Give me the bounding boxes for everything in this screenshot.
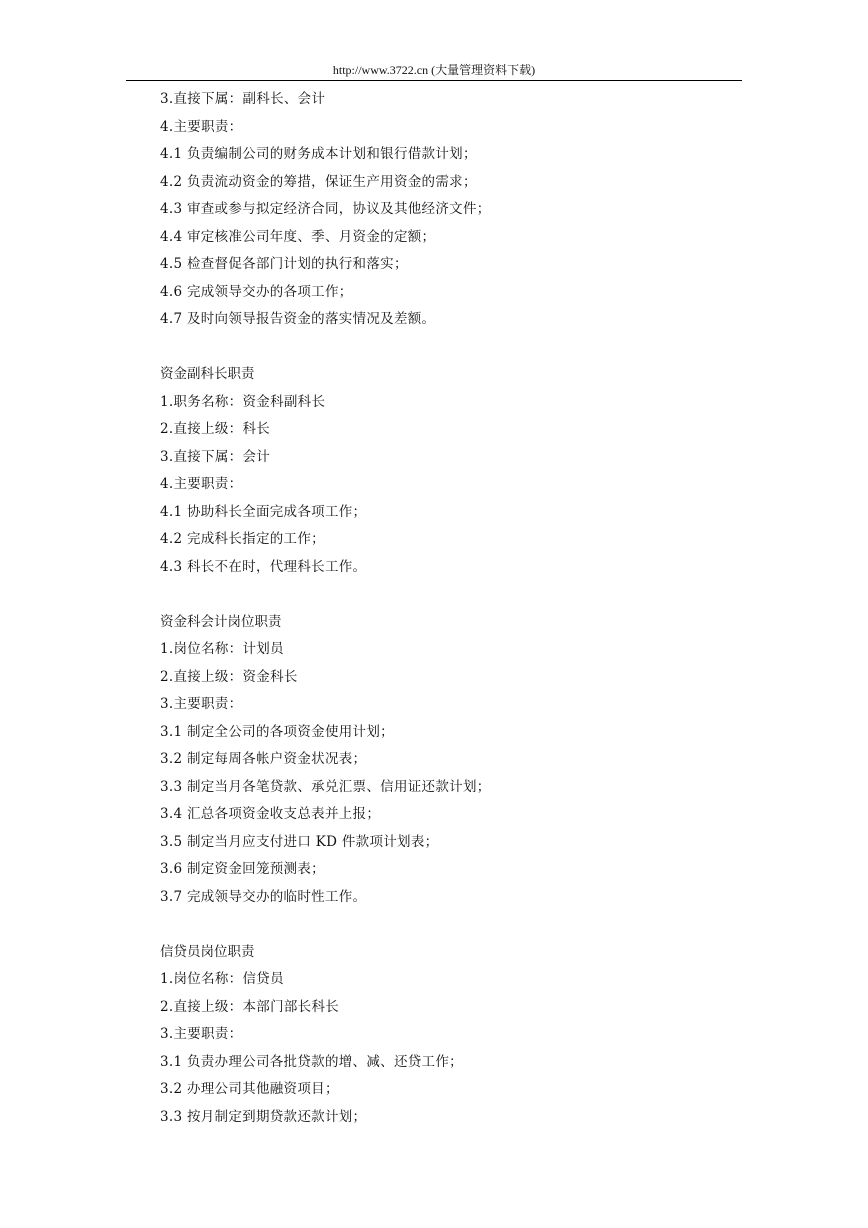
text-line: 4.4 审定核准公司年度、季、月资金的定额；: [160, 228, 436, 245]
document-body: [160, 86, 720, 1131]
text-line: 4.5 检查督促各部门计划的执行和落实；: [160, 256, 408, 272]
page-header: [126, 62, 742, 81]
deputy-chief-duties-section: [160, 361, 720, 581]
text-line: 4.3 审查或参与拟定经济合同，协议及其他经济文件；: [160, 201, 491, 217]
text-line: 1.岗位名称：信贷员: [160, 971, 284, 987]
text-line: 4.2 完成科长指定的工作；: [160, 531, 325, 547]
text-line: 3.4 汇总各项资金收支总表并上报；: [160, 806, 381, 822]
text-line: 2.直接上级：本部门部长科长: [160, 998, 340, 1015]
text-line: 1.岗位名称：计划员: [160, 641, 284, 657]
text-line: 4.7 及时向领导报告资金的落实情况及差额。: [160, 311, 436, 327]
text-line: 3.1 负责办理公司各批贷款的增、减、还贷工作；: [160, 1053, 463, 1070]
text-line: 3.2 办理公司其他融资项目；: [160, 1081, 339, 1097]
text-line: 4.3 科长不在时，代理科长工作。: [160, 558, 367, 575]
text-line: 3.7 完成领导交办的临时性工作。: [160, 888, 367, 905]
text-line: 3.2 制定每周各帐户资金状况表；: [160, 751, 367, 767]
text-line: 3.3 制定当月各笔贷款、承兑汇票、信用证还款计划；: [160, 778, 491, 795]
text-line: 3.5 制定当月应支付进口 KD 件款项计划表；: [160, 833, 439, 850]
paragraph-gap: [160, 581, 720, 609]
text-line: 3.3 按月制定到期贷款还款计划；: [160, 1108, 367, 1125]
text-line: 3.主要职责：: [160, 696, 243, 712]
text-line: 4.主要职责：: [160, 476, 243, 492]
text-line: 3.直接下属：副科长、会计: [160, 91, 326, 107]
section-title: 信贷员岗位职责: [160, 943, 255, 960]
text-line: 4.1 负责编制公司的财务成本计划和银行借款计划；: [160, 146, 477, 162]
text-line: 3.1 制定全公司的各项资金使用计划；: [160, 723, 394, 740]
text-line: 4.6 完成领导交办的各项工作；: [160, 283, 353, 300]
header-source-link[interactable]: http://www.3722.cn (大量管理资料下载): [332, 63, 536, 77]
text-line: 2.直接上级：科长: [160, 421, 271, 437]
paragraph-gap: [160, 334, 720, 362]
text-line: 4.1 协助科长全面完成各项工作；: [160, 503, 367, 520]
section-title: 资金科会计岗位职责: [160, 613, 282, 630]
text-line: 2.直接上级：资金科长: [160, 668, 298, 685]
text-line: 4.主要职责：: [160, 118, 243, 135]
text-line: 1.职务名称：资金科副科长: [160, 393, 326, 410]
text-line: 3.6 制定资金回笼预测表；: [160, 861, 325, 877]
text-line: 3.主要职责：: [160, 1026, 243, 1042]
accountant-duties-section: [160, 609, 720, 912]
section-chief-duties-continued: [160, 86, 720, 334]
section-title: 资金副科长职责: [160, 366, 255, 382]
text-line: 3.直接下属：会计: [160, 448, 271, 465]
text-line: 4.2 负责流动资金的筹措，保证生产用资金的需求；: [160, 173, 477, 190]
credit-officer-duties-section: [160, 939, 720, 1132]
paragraph-gap: [160, 911, 720, 939]
